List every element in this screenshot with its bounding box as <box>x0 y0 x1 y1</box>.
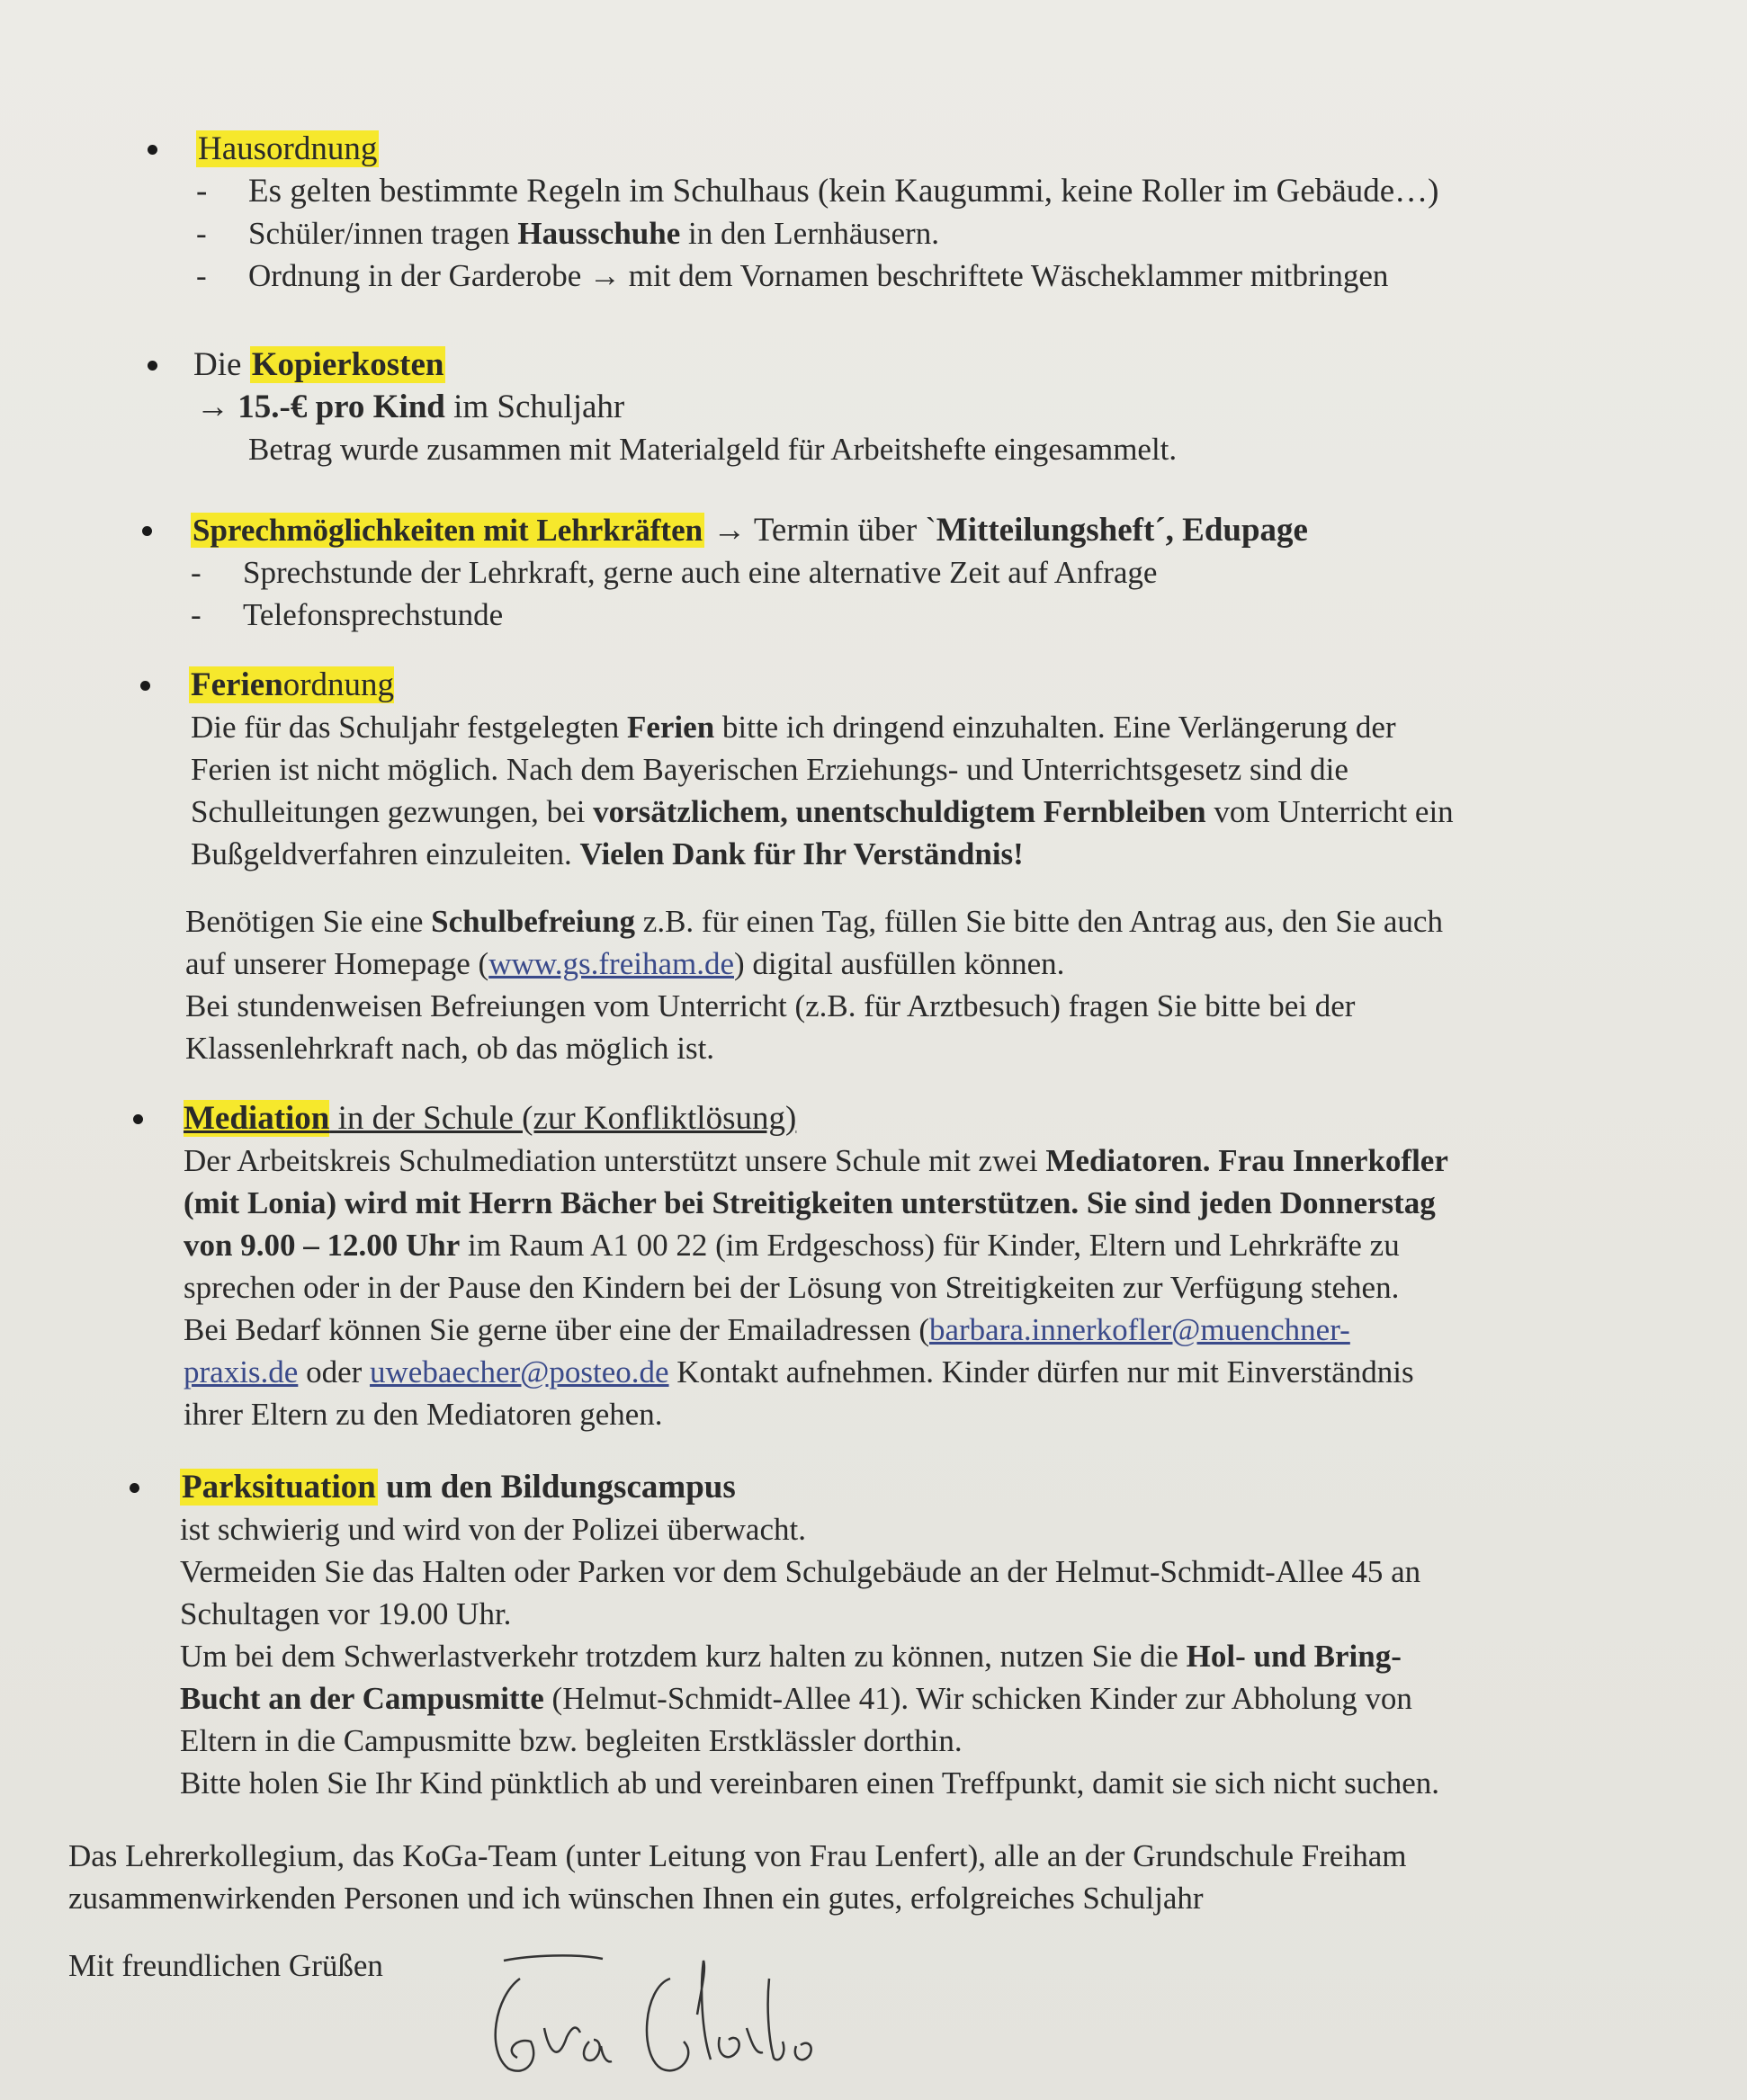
sprech-title: Sprechmöglichkeiten mit Lehrkräften <box>193 513 703 548</box>
bullet-icon <box>148 361 157 371</box>
section-hausordnung <box>126 128 1673 297</box>
kopierkosten-note: Betrag wurde zusammen mit Materialgeld für Arbeitshefte eingesammelt. <box>248 432 1178 467</box>
email-link-innerkofler[interactable]: barbara.innerkofler@muenchner- <box>928 1312 1350 1347</box>
hausordnung-title: Hausordnung <box>198 130 378 167</box>
section-kopierkosten: Die Kopierkosten → 15.-€ pro Kind im Schuljahr Betrag wurde zusammen mit Materialgeld für Arbeitshefte eingesammelt. <box>126 344 1673 470</box>
schulbefreiung-paragraph: Benötigen Sie eine Schulbefreiung z.B. für einen Tag, füllen Sie bitte den Antrag aus, den Sie auch auf unserer Homepage (www.gs.freiham.de) digital ausfüllen können. Bei stundenweisen Befreiungen vom Unterricht (z.B. für Arztbesuch) fragen Sie bitte bei der Klassenlehrkraft nach, ob das möglich ist. <box>185 904 1443 1066</box>
homepage-link[interactable]: www.gs.freiham.de <box>488 946 734 981</box>
closing-line-1: Das Lehrerkollegium, das KoGa-Team (unter Leitung von Frau Lenfert), alle an der Grundschule Freiham <box>68 1838 1407 1873</box>
park-title: Parksituation <box>182 1469 376 1506</box>
list-item: - Sprechstunde der Lehrkraft, gerne auch eine alternative Zeit auf Anfrage <box>191 555 1158 590</box>
bullet-icon <box>140 681 150 691</box>
list-item: - Schüler/innen tragen Hausschuhe in den Lernhäusern. <box>196 216 939 251</box>
mediation-paragraph: Der Arbeitskreis Schulmediation unterstützt unsere Schule mit zwei Mediatoren. Frau Innerkofler (mit Lonia) wird mit Herrn Bächer bei Streitigkeiten unterstützen. Sie sind jeden Donnerstag von 9.00 – 12.00 Uhr im Raum A1 00 22 (im Erdgeschoss) für Kinder, Eltern und Lehrkräfte zu sprechen oder in der Pause den Kindern bei der Lösung von Streitigkeiten zur Verfügung stehen. Bei Bedarf können Sie gerne über eine der Emailadressen (barbara.innerkofler@muenchner- praxis.de oder uwebaecher@posteo.de Kontakt aufnehmen. Kinder dürfen nur mit Einverständnis ihrer Eltern zu den Mediatoren gehen. <box>184 1143 1448 1432</box>
list-item: - Telefonsprechstunde <box>191 597 504 632</box>
ferien-title: Ferienordnung <box>191 666 395 703</box>
section-mediation: Mediation in der Schule (zur Konfliktlösung) Der Arbeitskreis Schulmediation unterstützt unsere Schule mit zwei Mediatoren. Frau Innerkofler (mit Lonia) wird mit Herrn Bächer bei Streitigkeiten unterstützen. Sie sind jeden Donnerstag von 9.00 – 12.00 Uhr im Raum A1 00 22 (im Erdgeschoss) für Kinder, Eltern und Lehrkräfte zu sprechen oder in der Pause den Kindern bei der Lösung von Streitigkeiten zur Verfügung stehen. Bei Bedarf können Sie gerne über eine der Emailadressen (barbara.innerkofler@muenchner- praxis.de oder uwebaecher@posteo.de Kontakt aufnehmen. Kinder dürfen nur mit Einverständnis ihrer Eltern zu den Mediatoren gehen. <box>126 1097 1673 1435</box>
section-parksituation: Parksituation um den Bildungscampus ist schwierig und wird von der Polizei überwacht. Vermeiden Sie das Halten oder Parken vor dem Schulgebäude an der Helmut-Schmidt-Allee 45 an Schultagen vor 19.00 Uhr. Um bei dem Schwerlastverkehr trotzdem kurz halten zu können, nutzen Sie die Hol- und Bring- Bucht an der Campusmitte (Helmut-Schmidt-Allee 41). Wir schicken Kinder zur Abholung von Eltern in die Campusmitte bzw. begleiten Erstklässler dorthin. Bitte holen Sie Ihr Kind pünktlich ab und vereinbaren einen Treffpunkt, damit sie sich nicht suchen. <box>126 1466 1673 1804</box>
kopierkosten-title: Kopierkosten <box>251 346 444 383</box>
bullet-icon <box>148 145 157 155</box>
section-sprech: Sprechmöglichkeiten mit Lehrkräften → Termin über `Mitteilungsheft´, Edupage - Sprechstunde der Lehrkraft, gerne auch eine alternative Zeit auf Anfrage - Telefonsprechstunde <box>126 509 1673 636</box>
email-link-baecher[interactable]: uwebaecher@posteo.de <box>370 1354 669 1390</box>
list-item: - Ordnung in der Garderobe → mit dem Vornamen beschriftete Wäscheklammer mitbringen <box>196 258 1389 293</box>
ferien-paragraph: Die für das Schuljahr festgelegten Ferien bitte ich dringend einzuhalten. Eine Verlängerung der Ferien ist nicht möglich. Nach dem Bayerischen Erziehungs- und Unterrichtsgesetz sind die Schulleitungen gezwungen, bei vorsätzlichem, unentschuldigtem Fernbleiben vom Unterricht ein Bußgeldverfahren einzuleiten. Vielen Dank für Ihr Verständnis! <box>191 710 1454 871</box>
bullet-icon <box>130 1483 139 1493</box>
bullet-icon <box>133 1114 143 1124</box>
email-link-innerkofler-cont[interactable]: praxis.de <box>184 1354 299 1390</box>
section-ferienordnung <box>126 664 1673 1069</box>
closing-line-2: zusammenwirkenden Personen und ich wünschen Ihnen ein gutes, erfolgreiches Schuljahr <box>68 1881 1204 1916</box>
list-item: - Es gelten bestimmte Regeln im Schulhaus (kein Kaugummi, keine Roller im Gebäude…) <box>196 173 1439 210</box>
section-closing <box>68 1835 1616 1987</box>
park-paragraph: ist schwierig und wird von der Polizei überwacht. Vermeiden Sie das Halten oder Parken vor dem Schulgebäude an der Helmut-Schmidt-Allee 45 an Schultagen vor 19.00 Uhr. Um bei dem Schwerlastverkehr trotzdem kurz halten zu können, nutzen Sie die Hol- und Bring- Bucht an der Campusmitte (Helmut-Schmidt-Allee 41). Wir schicken Kinder zur Abholung von Eltern in die Campusmitte bzw. begleiten Erstklässler dorthin. Bitte holen Sie Ihr Kind pünktlich ab und vereinbaren einen Treffpunkt, damit sie sich nicht suchen. <box>180 1512 1440 1801</box>
bullet-icon <box>142 526 152 536</box>
greeting: Mit freundlichen Grüßen <box>68 1948 383 1983</box>
signature <box>477 1952 837 2087</box>
mediation-title: Mediation <box>184 1100 330 1137</box>
